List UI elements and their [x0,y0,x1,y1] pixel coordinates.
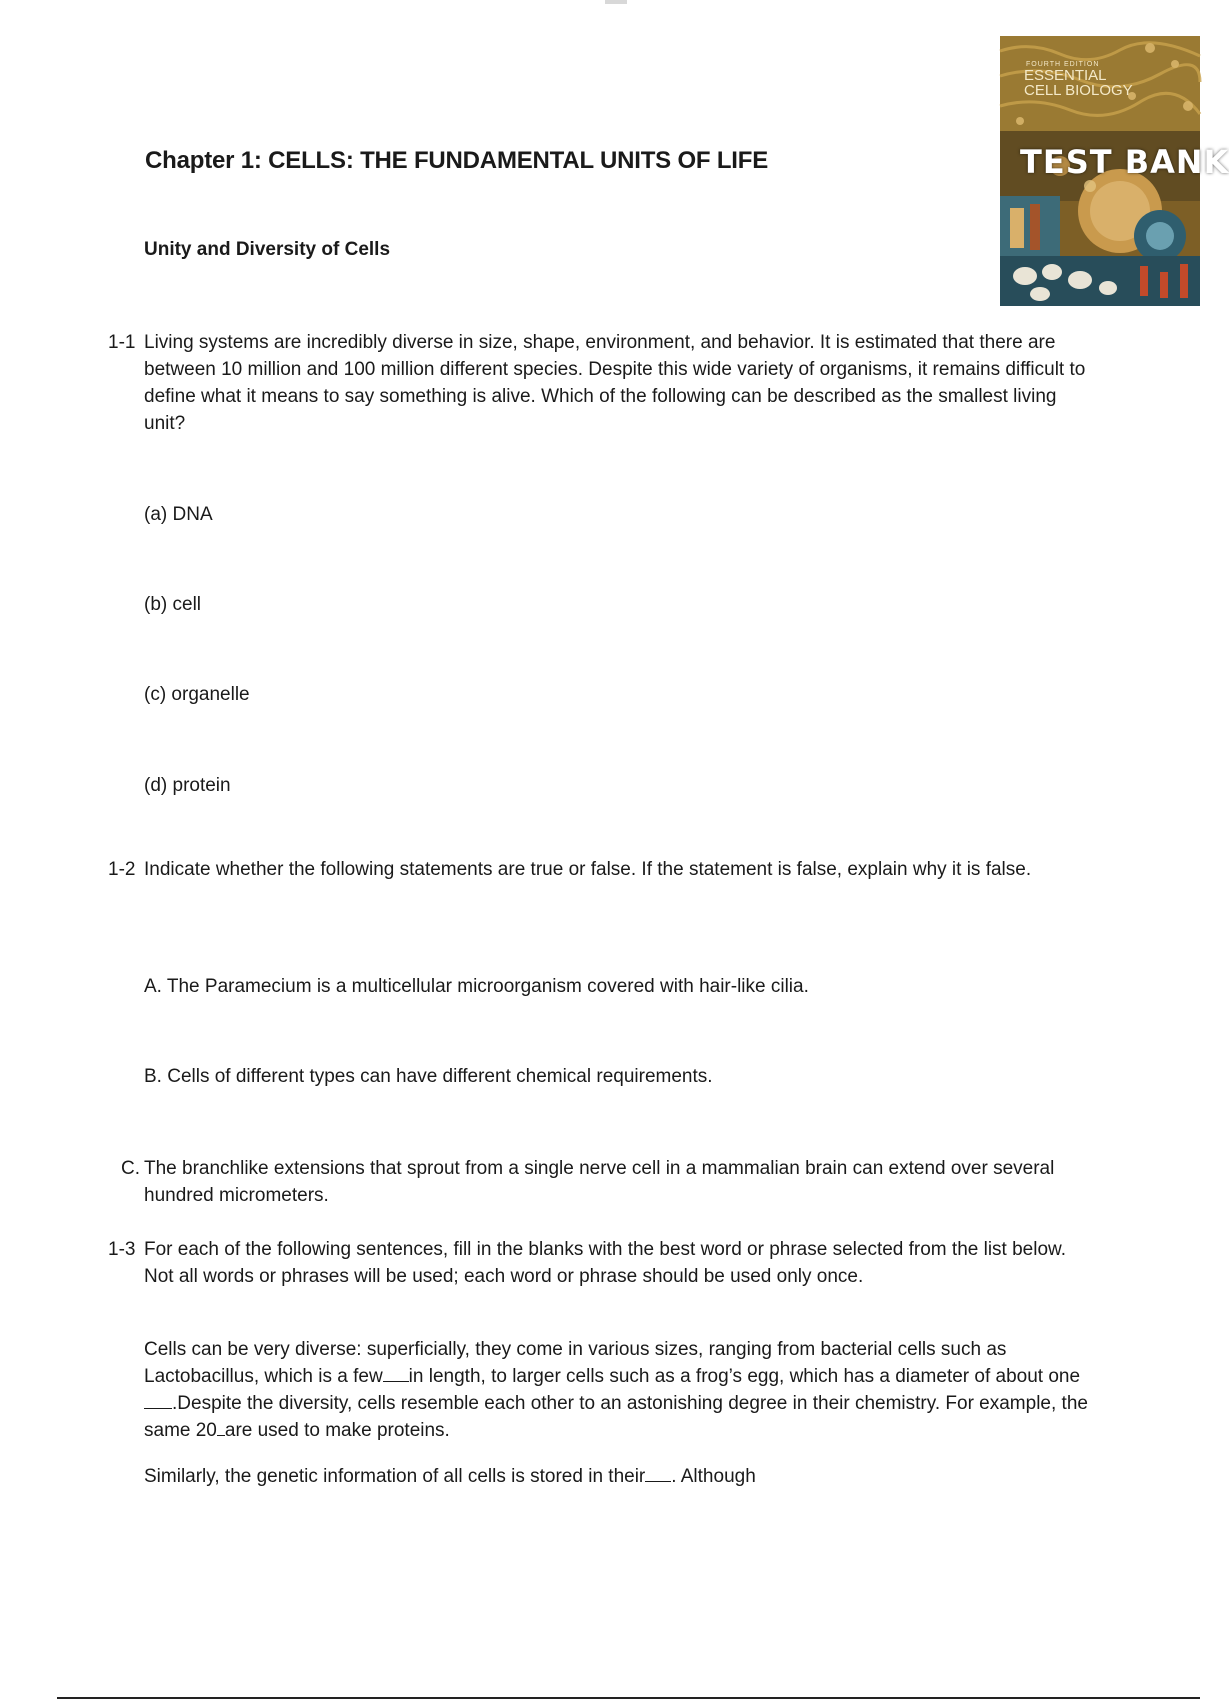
page-bottom-rule [57,1697,1200,1699]
question-1-2 [108,856,1098,883]
statement-text: The branchlike extensions that sprout from a single nerve cell in a mammalian brain can extend over several hundred micrometers. [144,1158,1055,1206]
question-number: 1-2 [108,859,136,880]
paragraph-text: Similarly, the genetic information of all cells is stored in their [144,1466,646,1487]
fill-in-paragraph-2 [144,1463,1104,1490]
paragraph-text: .Despite the diversity, cells resemble each other to an astonishing degree in their chemistry. For example, the same 20 [144,1393,1088,1441]
cover-title-line2: CELL BIOLOGY [1024,82,1133,99]
question-text: Indicate whether the following statements are true or false. If the statement is false, explain why it is false. [144,859,1032,880]
statement-c [121,1155,1101,1209]
fill-in-blank[interactable] [383,1365,409,1382]
fill-in-blank[interactable] [144,1392,172,1409]
question-1-3 [108,1236,1098,1290]
answer-option-a: (a) DNA [144,504,213,525]
question-text: For each of the following sentences, fill in the blanks with the best word or phrase selected from the list below. Not all words or phrases will be used; each word or phrase should be used only once. [144,1239,1066,1287]
paragraph-text: . Although [671,1466,756,1487]
cover-title-line1: ESSENTIAL [1024,67,1107,84]
question-number: 1-3 [108,1239,136,1260]
book-cover-image [1000,36,1229,306]
answer-option-c: (c) organelle [144,684,250,705]
statement-a: A. The Paramecium is a multicellular microorganism covered with hair-like cilia. [144,976,809,997]
top-page-marker [605,0,627,4]
fill-in-blank[interactable] [217,1419,225,1436]
question-text: Living systems are incredibly diverse in size, shape, environment, and behavior. It is estimated that there are between 10 million and 100 million different species. Despite this wide variety of organisms, it remains difficult to define what it means to say something is alive. Which of the following can be described as the smallest living unit? [144,332,1086,434]
question-number: 1-1 [108,332,136,353]
chapter-title: Chapter 1: CELLS: THE FUNDAMENTAL UNITS OF LIFE [145,147,769,174]
cover-edition-label: FOURTH EDITION [1026,61,1100,68]
statement-b: B. Cells of different types can have different chemical requirements. [144,1066,713,1087]
fill-in-blank[interactable] [645,1465,671,1482]
paragraph-text: in length, to larger cells such as a frog’s egg, which has a diameter of about one [408,1366,1081,1387]
fill-in-paragraph-1 [144,1336,1104,1444]
answer-option-b: (b) cell [144,594,202,615]
section-title: Unity and Diversity of Cells [144,239,391,260]
question-1-1 [108,329,1098,437]
paragraph-text: are used to make proteins. [224,1420,450,1441]
cover-test-bank-banner: TEST BANK [1020,143,1229,181]
paragraph-text: Cells can be very diverse: superficially, they come in various sizes, ranging from bacterial cells such as Lactobacillus, which is a few [144,1339,1007,1387]
answer-option-d: (d) protein [144,775,231,796]
statement-letter: C. [121,1158,140,1179]
